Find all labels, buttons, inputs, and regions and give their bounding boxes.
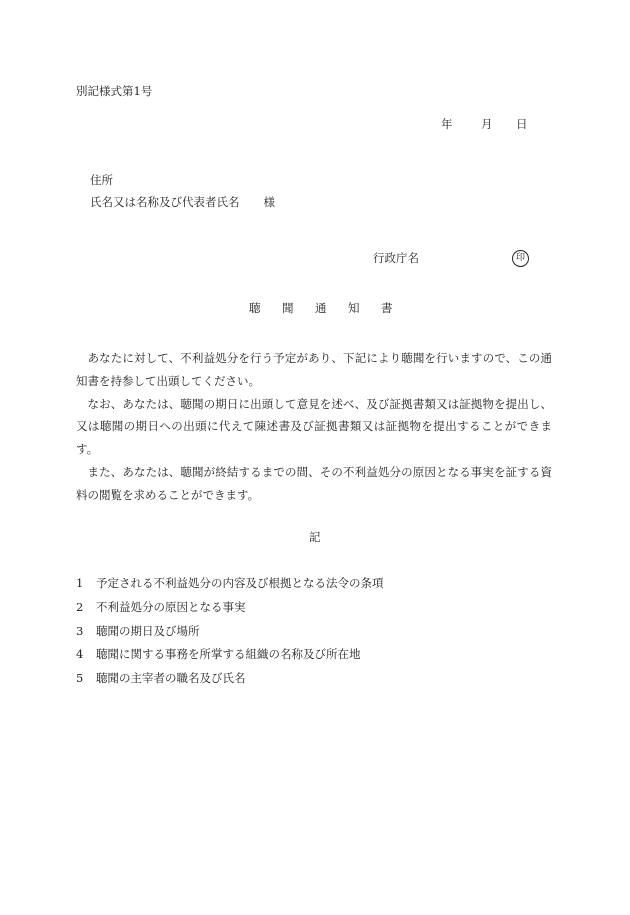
item-number: 4 (76, 647, 84, 662)
item-list (76, 578, 384, 697)
item-number: 2 (76, 599, 84, 614)
date-day-label: 日 (516, 117, 528, 131)
list-item (76, 599, 384, 626)
body-paragraph: また、あなたは、聴聞が終結するまでの間、その不利益処分の原因となる事実を証する資料の閲覧を求めることができます。 (76, 464, 552, 502)
item-number: 1 (76, 576, 84, 590)
item-text: 聴聞に関する事務を所掌する組織の名称及び所在地 (96, 647, 361, 662)
list-item (76, 649, 384, 673)
list-item (76, 673, 384, 697)
body-paragraph: なお、あなたは、聴聞の期日に出頭して意見を述べ、及び証拠書類又は証拠物を提出し、又は聴聞の期日への出頭に代えて陳述書及び証拠書類又は証拠物を提出することができます。 (76, 396, 552, 457)
body-text (76, 347, 552, 507)
ki-heading: 記 (309, 530, 321, 544)
item-text: 予定される不利益処分の内容及び根拠となる法令の条項 (96, 576, 384, 590)
recipient-address-label: 住所 (90, 173, 113, 187)
list-item (76, 623, 384, 650)
item-number: 3 (76, 623, 84, 638)
item-number: 5 (76, 671, 84, 686)
recipient-name-line (90, 197, 275, 209)
seal-mark: 印 (512, 250, 529, 267)
date-year-label: 年 (441, 117, 453, 131)
recipient-name-label: 氏名又は名称及び代表者氏名 (90, 195, 240, 209)
item-text: 聴聞の期日及び場所 (96, 623, 200, 638)
item-text: 聴聞の主宰者の職名及び氏名 (96, 671, 246, 686)
list-item (76, 578, 384, 602)
document-title: 聴聞通知書 (249, 301, 414, 315)
item-text: 不利益処分の原因となる事実 (96, 599, 246, 614)
form-number: 別記様式第1号 (76, 84, 153, 98)
agency-name-label: 行政庁名 (373, 251, 419, 265)
body-paragraph: あなたに対して、不利益処分を行う予定があり、下記により聴聞を行いますので、この通知書を持参して出頭してください。 (76, 351, 552, 388)
honorific: 様 (263, 195, 275, 209)
date-month-label: 月 (481, 117, 493, 131)
